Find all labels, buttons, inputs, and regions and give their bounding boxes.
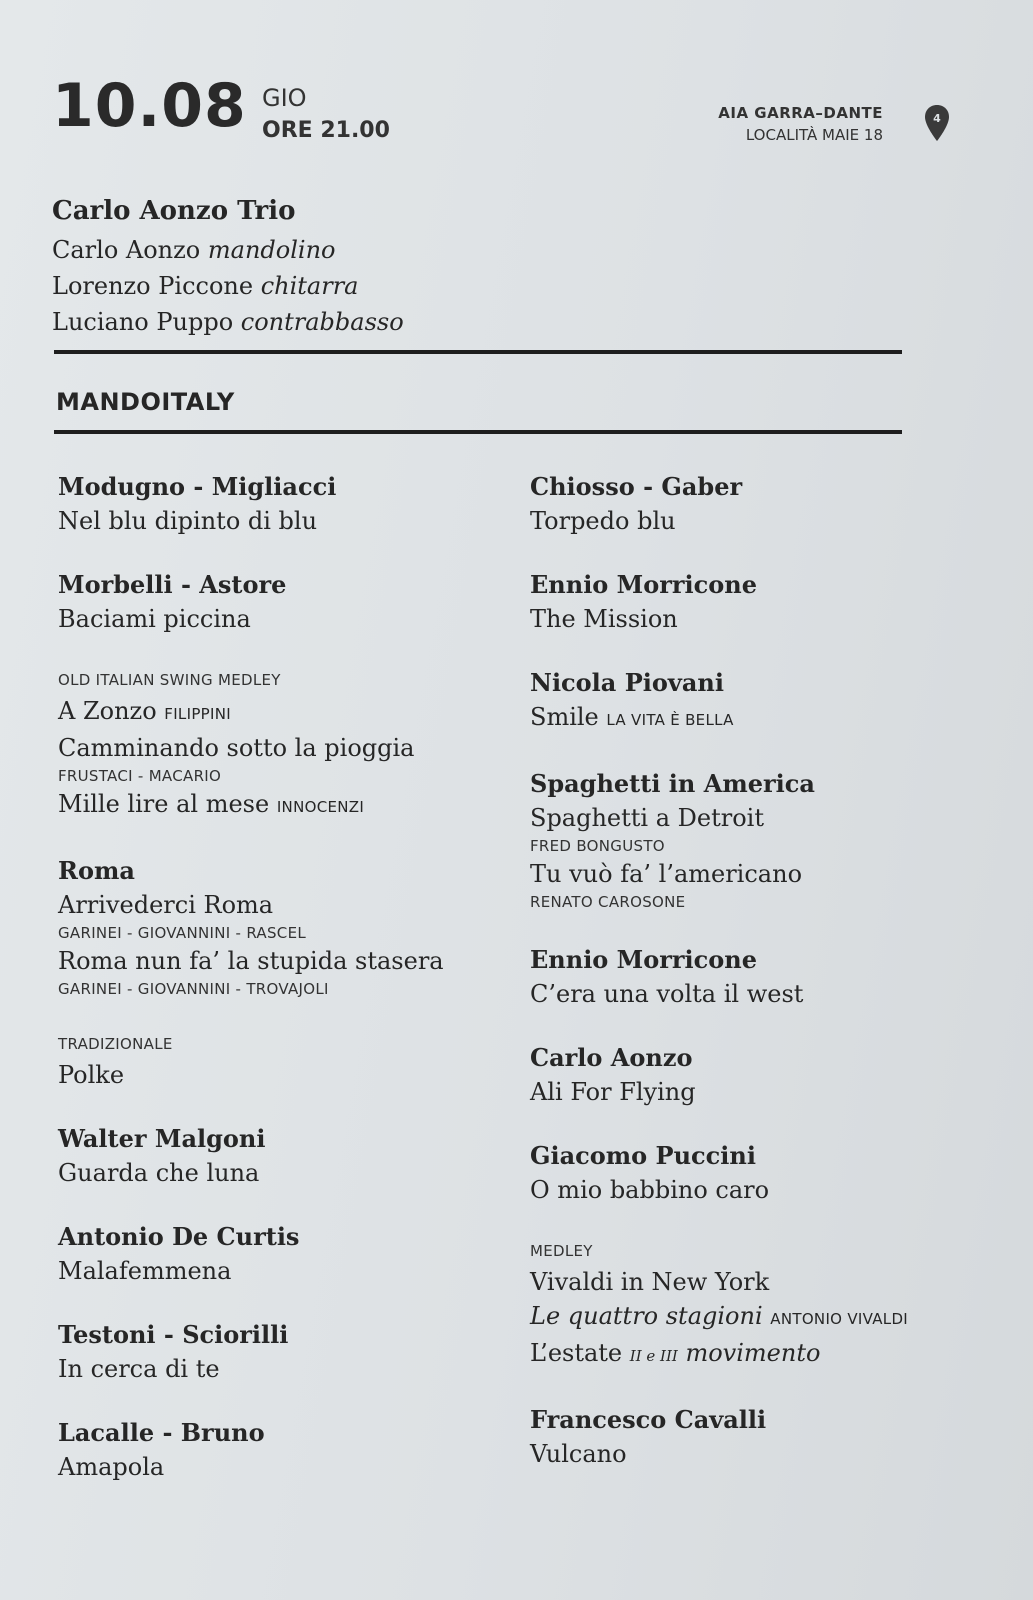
program-entry: [530, 470, 950, 538]
composer: Antonio De Curtis: [58, 1222, 300, 1251]
venue-address: LOCALITÀ MAIE 18: [745, 126, 883, 144]
composer: Lacalle - Bruno: [58, 1418, 265, 1447]
work-title: Guarda che luna: [58, 1159, 260, 1187]
work-title: Roma nun fa’ la stupida stasera: [58, 947, 444, 975]
program-entry: [530, 1139, 950, 1207]
performer: Lorenzo Piccone chitarra: [52, 272, 359, 300]
venue-block: [718, 104, 883, 144]
composer: Modugno - Migliacci: [58, 472, 337, 501]
work-title: Malafemmena: [58, 1257, 232, 1285]
performer: Luciano Puppo contrabbasso: [52, 308, 404, 336]
program-entry: [58, 470, 498, 538]
work-author: ANTONIO VIVALDI: [770, 1310, 909, 1328]
program-entry: [58, 1220, 498, 1288]
program-entry: [530, 1403, 950, 1471]
composer: Roma: [58, 856, 135, 885]
work-author: FRED BONGUSTO: [530, 837, 665, 855]
work-author: GARINEI - GIOVANNINI - TROVAJOLI: [58, 980, 329, 998]
work-author: GARINEI - GIOVANNINI - RASCEL: [58, 924, 307, 942]
composer: Francesco Cavalli: [530, 1405, 767, 1434]
work-title: C’era una volta il west: [530, 980, 804, 1008]
work-title: Polke: [58, 1061, 125, 1089]
event-time: ORE 21.00: [262, 118, 390, 143]
divider: [54, 430, 902, 434]
program-title: MANDOITALY: [56, 388, 235, 416]
section-label: OLD ITALIAN SWING MEDLEY: [58, 671, 281, 689]
composer: Testoni - Sciorilli: [58, 1320, 289, 1349]
work-title: L’estate II e III movimento: [530, 1339, 821, 1367]
performers: [52, 196, 404, 340]
work-note: LA VITA È BELLA: [606, 711, 734, 729]
composer: Carlo Aonzo: [530, 1043, 693, 1072]
work-author: RENATO CAROSONE: [530, 893, 686, 911]
program-entry: [530, 943, 950, 1011]
composer: Spaghetti in America: [530, 769, 815, 798]
program-entry: [58, 568, 498, 636]
work-title: Le quattro stagioni ANTONIO VIVALDI: [530, 1302, 909, 1330]
program-entry: [58, 1122, 498, 1190]
event-date: 10.08: [52, 71, 247, 141]
program-entry: [58, 1318, 498, 1386]
program-left-column: [58, 470, 498, 1514]
program-entry: [58, 666, 498, 824]
work-title: Mille lire al mese INNOCENZI: [58, 790, 365, 818]
composer: Chiosso - Gaber: [530, 472, 743, 501]
work-title: In cerca di te: [58, 1355, 220, 1383]
program-entry: [58, 1416, 498, 1484]
event-day: GIO: [262, 84, 307, 112]
work-title: Amapola: [58, 1453, 165, 1481]
work-title: A Zonzo FILIPPINI: [58, 697, 231, 725]
program-entry: [530, 1237, 950, 1373]
performer: Carlo Aonzo mandolino: [52, 236, 336, 264]
divider: [54, 350, 902, 354]
section-label: TRADIZIONALE: [58, 1035, 173, 1053]
section-label: MEDLEY: [530, 1242, 593, 1260]
work-title: Arrivederci Roma: [58, 891, 274, 919]
composer: Morbelli - Astore: [58, 570, 287, 599]
work-title: Spaghetti a Detroit: [530, 804, 764, 832]
program-entry: [530, 1041, 950, 1109]
work-author: FRUSTACI - MACARIO: [58, 767, 222, 785]
work-title: Baciami piccina: [58, 605, 251, 633]
venue-number: 4: [933, 112, 941, 125]
work-title: Vivaldi in New York: [530, 1268, 770, 1296]
work-title: Tu vuò fa’ l’americano: [530, 860, 803, 888]
work-title: The Mission: [530, 605, 678, 633]
work-title: O mio babbino caro: [530, 1176, 770, 1204]
composer: Nicola Piovani: [530, 668, 724, 697]
map-pin-icon: [924, 104, 950, 142]
program-entry: [530, 767, 950, 913]
work-author: INNOCENZI: [276, 798, 365, 816]
work-title: Smile LA VITA È BELLA: [530, 703, 734, 731]
ensemble-name: Carlo Aonzo Trio: [52, 196, 296, 226]
program-entry: [530, 666, 950, 737]
program-entry: [58, 1030, 498, 1092]
venue-name: AIA GARRA–DANTE: [718, 104, 883, 122]
work-title: Camminando sotto la pioggia: [58, 734, 415, 762]
work-title: Vulcano: [530, 1440, 627, 1468]
composer: Giacomo Puccini: [530, 1141, 756, 1170]
work-title: Nel blu dipinto di blu: [58, 507, 318, 535]
program-entry: [58, 854, 498, 1000]
program-entry: [530, 568, 950, 636]
composer: Ennio Morricone: [530, 570, 757, 599]
work-title: Torpedo blu: [530, 507, 676, 535]
program-right-column: [530, 470, 950, 1501]
composer: Walter Malgoni: [58, 1124, 266, 1153]
work-title: Ali For Flying: [530, 1078, 696, 1106]
composer: Ennio Morricone: [530, 945, 757, 974]
work-author: FILIPPINI: [164, 705, 231, 723]
